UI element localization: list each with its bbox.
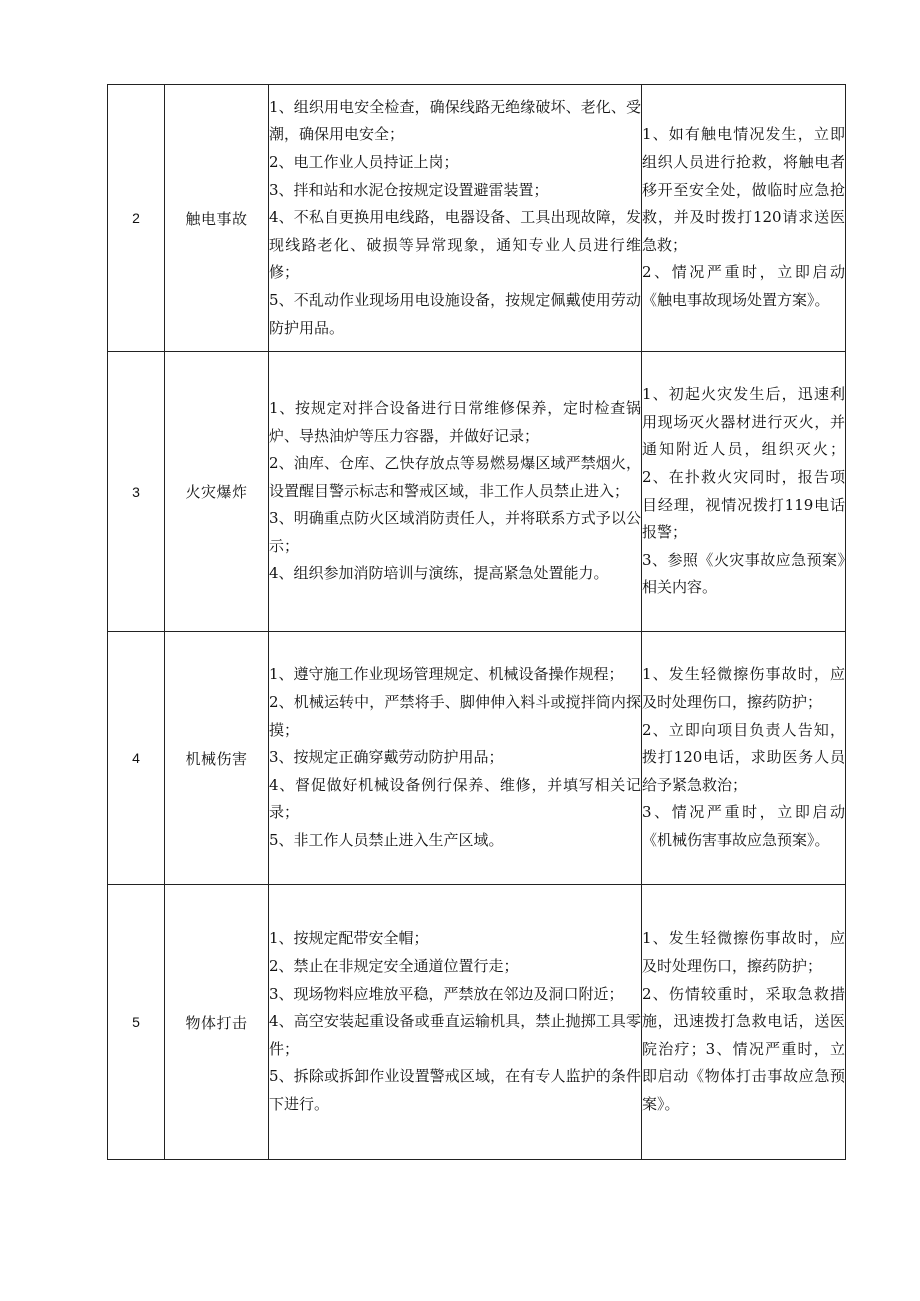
response-item: 3、情况严重时，立即启动《机械伤害事故应急预案》。 bbox=[642, 803, 845, 849]
emergency-response bbox=[642, 885, 846, 1160]
measure-item: 4、督促做好机械设备例行保养、维修，并填写相关记录； bbox=[269, 775, 641, 822]
prevention-measures bbox=[269, 352, 642, 632]
emergency-response bbox=[642, 632, 846, 885]
hazard-name: 物体打击 bbox=[165, 885, 269, 1160]
table-row bbox=[108, 352, 846, 632]
measure-item: 2、油库、仓库、乙快存放点等易燃易爆区域严禁烟火，设置醒目警示标志和警戒区域，非工作人员禁止进入； bbox=[269, 454, 641, 500]
response-item: 2、立即向项目负责人告知，拨打120电话，求助医务人员给予紧急救治； bbox=[642, 720, 845, 794]
row-number: 2 bbox=[108, 85, 165, 352]
measure-item: 5、拆除或拆卸作业设置警戒区域，在有专人监护的条件下进行。 bbox=[269, 1067, 641, 1113]
table-row bbox=[108, 85, 846, 352]
measure-item: 1、按规定配带安全帽； bbox=[269, 929, 429, 948]
measure-item: 4、高空安装起重设备或垂直运输机具，禁止抛掷工具零件； bbox=[269, 1012, 641, 1058]
risk-control-table bbox=[107, 84, 846, 1160]
emergency-response bbox=[642, 352, 846, 632]
response-item: 2、情况严重时，立即启动《触电事故现场处置方案》。 bbox=[642, 263, 845, 309]
measure-item: 3、现场物料应堆放平稳，严禁放在邻边及洞口附近； bbox=[269, 984, 624, 1003]
row-number: 3 bbox=[108, 352, 165, 632]
measure-item: 3、明确重点防火区域消防责任人，并将联系方式予以公示； bbox=[269, 509, 641, 555]
prevention-measures bbox=[269, 632, 642, 885]
measure-item: 5、不乱动作业现场用电设施设备，按规定佩戴使用劳动防护用品。 bbox=[269, 290, 641, 337]
measure-item: 1、遵守施工作业现场管理规定、机械设备操作规程； bbox=[269, 665, 624, 684]
prevention-measures bbox=[269, 85, 642, 352]
hazard-name: 触电事故 bbox=[165, 85, 269, 352]
measure-item: 4、组织参加消防培训与演练，提高紧急处置能力。 bbox=[269, 564, 609, 583]
response-item: 1、初起火灾发生后，迅速利用现场灭火器材进行灭火，并通知附近人员，组织灭火；2、在扑救火灾同时，报告项目经理，视情况拨打119电话报警； bbox=[642, 385, 845, 542]
measure-item: 4、不私自更换用电线路，电器设备、工具出现故障，发现线路老化、破损等异常现象，通知专业人员进行维修； bbox=[269, 208, 641, 282]
response-item: 2、伤情较重时，采取急救措施，迅速拨打急救电话，送医院治疗；3、情况严重时，立即启动《物体打击事故应急预案》。 bbox=[642, 984, 845, 1113]
prevention-measures bbox=[269, 885, 642, 1160]
response-item: 3、参照《火灾事故应急预案》相关内容。 bbox=[642, 550, 845, 597]
measure-item: 2、电工作业人员持证上岗； bbox=[269, 153, 459, 172]
emergency-response bbox=[642, 85, 846, 352]
response-item: 1、如有触电情况发生，立即组织人员进行抢救，将触电者移开至安全处，做临时应急抢救，并及时拨打120请求送医急救； bbox=[642, 125, 845, 254]
response-item: 1、发生轻微擦伤事故时，应及时处理伤口，擦药防护； bbox=[642, 665, 845, 712]
row-number: 4 bbox=[108, 632, 165, 885]
measure-item: 5、非工作人员禁止进入生产区域。 bbox=[269, 830, 504, 849]
measure-item: 2、机械运转中，严禁将手、脚伸伸入料斗或搅拌筒内探摸； bbox=[269, 693, 641, 739]
table-row bbox=[108, 632, 846, 885]
measure-item: 3、按规定正确穿戴劳动防护用品； bbox=[269, 748, 504, 767]
measure-item: 2、禁止在非规定安全通道位置行走； bbox=[269, 957, 519, 976]
measure-item: 1、组织用电安全检查，确保线路无绝缘破坏、老化、受潮，确保用电安全； bbox=[269, 97, 641, 144]
response-item: 1、发生轻微擦伤事故时，应及时处理伤口，擦药防护； bbox=[642, 929, 845, 976]
measure-item: 1、按规定对拌合设备进行日常维修保养，定时检查锅炉、导热油炉等压力容器，并做好记录； bbox=[269, 398, 641, 445]
hazard-name: 机械伤害 bbox=[165, 632, 269, 885]
hazard-name: 火灾爆炸 bbox=[165, 352, 269, 632]
table-row bbox=[108, 885, 846, 1160]
measure-item: 3、拌和站和水泥仓按规定设置避雷装置； bbox=[269, 180, 549, 199]
row-number: 5 bbox=[108, 885, 165, 1160]
